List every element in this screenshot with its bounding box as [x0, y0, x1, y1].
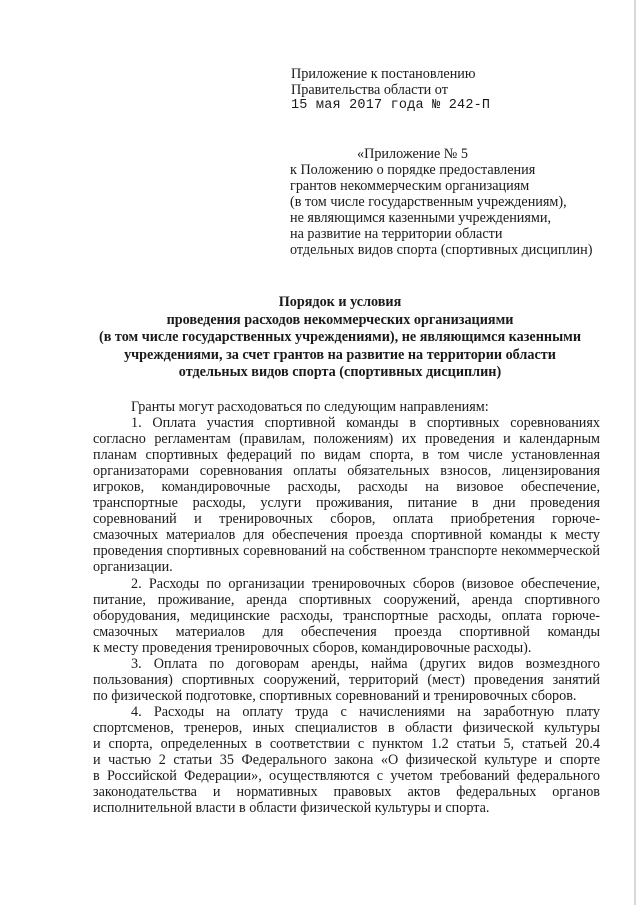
annex-header — [290, 146, 592, 258]
paragraph-line: и частью 2 статьи 35 Федерального закона «О физической культуре и спорте — [93, 752, 600, 769]
paragraph-line: законодательства и нормативных правовых актов федеральных органов — [93, 784, 600, 801]
title-line: Порядок и условия — [278, 294, 402, 310]
paragraph-line: исполнительной власти в области физической культуры и спорта. — [93, 800, 490, 817]
title-line: проведения расходов некоммерческих организациями — [166, 311, 514, 328]
title-line: учреждениями, за счет грантов на развитие на территории области — [124, 346, 556, 363]
attachment-line: Приложение к постановлению — [291, 66, 476, 82]
paragraph-line: 4. Расходы на оплату труда с начислениями на заработную плату — [131, 703, 600, 720]
annex-line: к Положению о порядке предоставления — [290, 162, 536, 178]
paragraph-line: смазочных материалов для обеспечения проезда спортивной команды к месту — [93, 527, 600, 544]
paragraph-line: соревнований и тренировочных сборов, оплата приобретения горюче- — [93, 511, 600, 528]
paragraph-3 — [93, 656, 600, 704]
title-line: (в том числе государственных учреждениями), не являющимся казенными — [99, 329, 581, 345]
paragraph-line: к месту проведения тренировочных сборов, командировочные расходы). — [93, 639, 532, 656]
paragraph-line: проведения спортивных соревнований на собственном транспорте некоммерческой — [93, 543, 600, 560]
paragraph-line: и спорта, определенных в соответствии с пунктом 1.2 статьи 5, статьей 20.4 — [93, 735, 600, 752]
paragraph-line: оборудования, медицинские расходы, транспортные расходы, оплата горюче- — [93, 607, 600, 624]
paragraph-line: питание, проживание, аренда спортивных сооружений, аренда спортивного — [93, 591, 600, 608]
attachment-header — [291, 66, 490, 114]
annex-line: «Приложение № 5 — [357, 146, 468, 162]
paragraph-2 — [93, 576, 600, 656]
paragraph-line: игроков, командировочные расходы, расходы на визовое обеспечение, — [93, 479, 600, 496]
paragraph-line: пользования) спортивных сооружений, территорий (мест) проведения занятий — [93, 671, 600, 688]
paragraph-line: смазочных материалов для обеспечения проезда спортивной команды — [93, 623, 600, 640]
paragraph-line: планам спортивных федераций по видам спорта, в том числе установленная — [93, 447, 600, 464]
title-line: отдельных видов спорта (спортивных дисциплин) — [178, 364, 502, 380]
annex-line: грантов некоммерческим организациям — [290, 178, 530, 194]
paragraph-line: транспортные расходы, услуги проживания, питание в дни проведения — [93, 495, 600, 512]
paragraph-line: согласно регламентам (правилам, положениям) их проведения и календарным — [93, 431, 600, 448]
document-title — [70, 294, 610, 382]
annex-line: (в том числе государственным учреждениям), — [290, 194, 567, 210]
intro-paragraph: Гранты могут расходоваться по следующим направлениям: — [131, 399, 489, 415]
annex-line: на развитие на территории области — [290, 226, 503, 242]
paragraph-line: спортсменов, тренеров, иных специалистов в области физической культуры — [93, 719, 600, 736]
attachment-date-stamp: 15 мая 2017 года № 242-П — [291, 98, 491, 113]
paragraph-line: по физической подготовке, спортивных соревнований и тренировочных сборов. — [93, 687, 577, 704]
paragraph-line: 2. Расходы по организации тренировочных сборов (визовое обеспечение, — [131, 575, 600, 592]
annex-line: отдельных видов спорта (спортивных дисциплин) — [290, 242, 593, 258]
annex-line: не являющимся казенными учреждениями, — [290, 210, 552, 226]
attachment-line: Правительства области от — [291, 82, 448, 98]
scan-edge — [634, 0, 636, 905]
paragraph-4 — [93, 704, 600, 816]
paragraph-line: 3. Оплата по договорам аренды, найма (других видов возмездного — [131, 655, 600, 672]
paragraph-line: организаторами соревнования оплаты обязательных взносов, лицензирования — [93, 463, 600, 480]
document-body — [93, 399, 600, 816]
paragraph-1 — [93, 415, 600, 575]
paragraph-line: организации. — [93, 559, 173, 576]
paragraph-line: 1. Оплата участия спортивной команды в спортивных соревнованиях — [131, 415, 600, 432]
paragraph-line: в Российской Федерации», осуществляются с учетом требований федерального — [93, 768, 600, 785]
